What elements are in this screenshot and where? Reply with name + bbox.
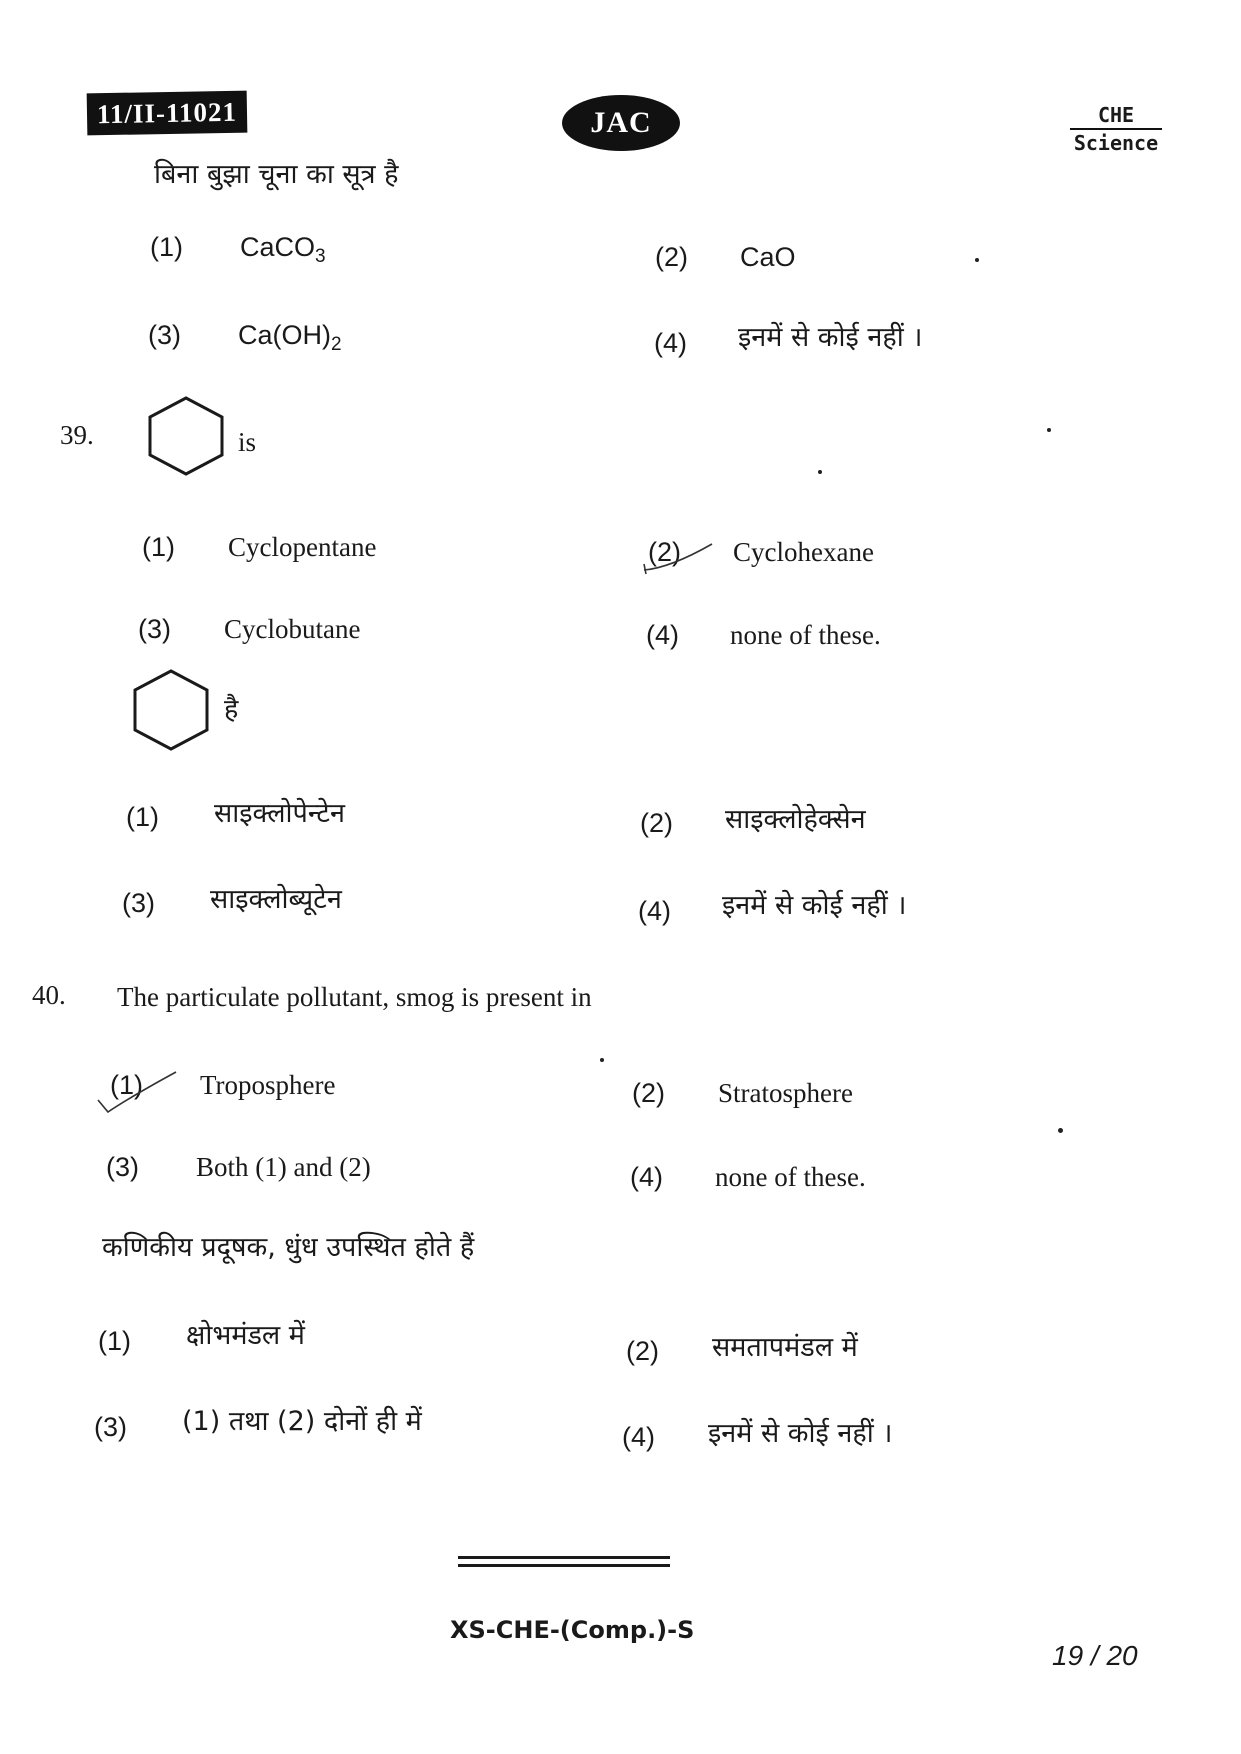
q40-hindi-option-4-number: (4) xyxy=(622,1422,655,1452)
q40-option-1-number: (1) xyxy=(110,1070,143,1100)
q39-hindi-option-3-text: साइक्लोब्यूटेन xyxy=(210,884,342,915)
q39-hindi-option-4-text: इनमें से कोई नहीं । xyxy=(722,890,907,921)
q38-option-1-subscript: 3 xyxy=(315,246,326,267)
scan-speck xyxy=(1058,1128,1063,1133)
subject-label xyxy=(1070,103,1162,155)
q40-hindi-option-2-text: समतापमंडल में xyxy=(712,1332,858,1363)
q39-number: 39. xyxy=(60,420,94,450)
q39-stem-hindi: है xyxy=(224,694,239,725)
q39-hindi-option-1-text: साइक्लोपेन्टेन xyxy=(214,798,345,829)
q40-hindi-option-2-number: (2) xyxy=(626,1336,659,1366)
q39-stem-english: is xyxy=(238,427,257,457)
page-number: 19 / 20 xyxy=(1052,1640,1138,1671)
q40-option-4-text: none of these. xyxy=(715,1162,866,1192)
cyclohexane-structure-icon xyxy=(145,395,227,477)
scan-speck xyxy=(975,258,979,262)
q39-hindi-option-2-number: (2) xyxy=(640,808,673,838)
q38-option-3-text: Ca(OH) xyxy=(238,320,331,350)
q38-option-1-number: (1) xyxy=(150,232,183,262)
q39-option-3-number: (3) xyxy=(138,614,171,644)
footer-paper-code: XS-CHE-(Comp.)-S xyxy=(450,1616,695,1644)
q38-option-3-formula xyxy=(238,318,342,362)
subject-code: CHE xyxy=(1070,103,1162,130)
q39-hindi-option-3-number: (3) xyxy=(122,888,155,918)
answer-tick-mark-2-icon xyxy=(92,1066,182,1116)
q40-option-3-text: Both (1) and (2) xyxy=(196,1152,371,1182)
q39-option-3-text: Cyclobutane xyxy=(224,614,361,644)
q40-option-2-number: (2) xyxy=(632,1078,665,1108)
q40-hindi-option-1-number: (1) xyxy=(98,1326,131,1356)
q38-option-1-text: CaCO xyxy=(240,232,316,262)
q40-option-1-text: Troposphere xyxy=(200,1070,336,1100)
q39-option-4-text: none of these. xyxy=(730,620,881,650)
q40-stem-english: The particulate pollutant, smog is present in xyxy=(117,982,592,1012)
q38-option-4-text: इनमें से कोई नहीं । xyxy=(738,322,923,353)
q39-hindi-option-2-text: साइक्लोहेक्सेन xyxy=(725,804,866,835)
q40-number: 40. xyxy=(32,980,66,1010)
q38-option-3-number: (3) xyxy=(148,320,181,350)
q40-hindi-option-3-text: (1) तथा (2) दोनों ही में xyxy=(182,1406,422,1437)
q40-hindi-option-4-text: इनमें से कोई नहीं । xyxy=(708,1418,893,1449)
q39-hindi-option-1-number: (1) xyxy=(126,802,159,832)
q40-hindi-option-3-number: (3) xyxy=(94,1412,127,1442)
q40-hindi-option-1-text: क्षोभमंडल में xyxy=(186,1320,305,1351)
q40-option-3-number: (3) xyxy=(106,1152,139,1182)
end-rule-top xyxy=(458,1556,670,1559)
q39-option-1-number: (1) xyxy=(142,532,175,562)
subject-name: Science xyxy=(1073,131,1159,155)
q40-stem-hindi: कणिकीय प्रदूषक, धुंध उपस्थित होते हैं xyxy=(102,1232,475,1263)
scan-speck xyxy=(818,470,822,474)
q38-option-2-formula: CaO xyxy=(740,242,796,272)
board-logo: JAC xyxy=(562,95,680,151)
q38-option-4-number: (4) xyxy=(654,328,687,358)
q39-hindi-option-4-number: (4) xyxy=(638,896,671,926)
q38-stem-hindi: बिना बुझा चूना का सूत्र है xyxy=(154,159,399,190)
answer-tick-mark-icon xyxy=(640,540,720,576)
cyclohexane-structure-hindi-icon xyxy=(130,668,212,752)
scan-speck xyxy=(600,1058,604,1062)
q38-option-2-number: (2) xyxy=(655,242,688,272)
q38-option-3-subscript: 2 xyxy=(331,334,342,355)
q40-option-4-number: (4) xyxy=(630,1162,663,1192)
paper-code-badge: 11/II-11021 xyxy=(87,91,248,136)
q39-option-2-number: (2) xyxy=(648,537,681,567)
q39-option-4-number: (4) xyxy=(646,620,679,650)
q38-option-1-formula xyxy=(240,230,326,274)
q39-option-1-text: Cyclopentane xyxy=(228,532,377,562)
q40-option-2-text: Stratosphere xyxy=(718,1078,853,1108)
scan-speck xyxy=(1047,428,1051,432)
q39-option-2-text: Cyclohexane xyxy=(733,537,874,567)
end-rule-bottom xyxy=(458,1564,670,1567)
